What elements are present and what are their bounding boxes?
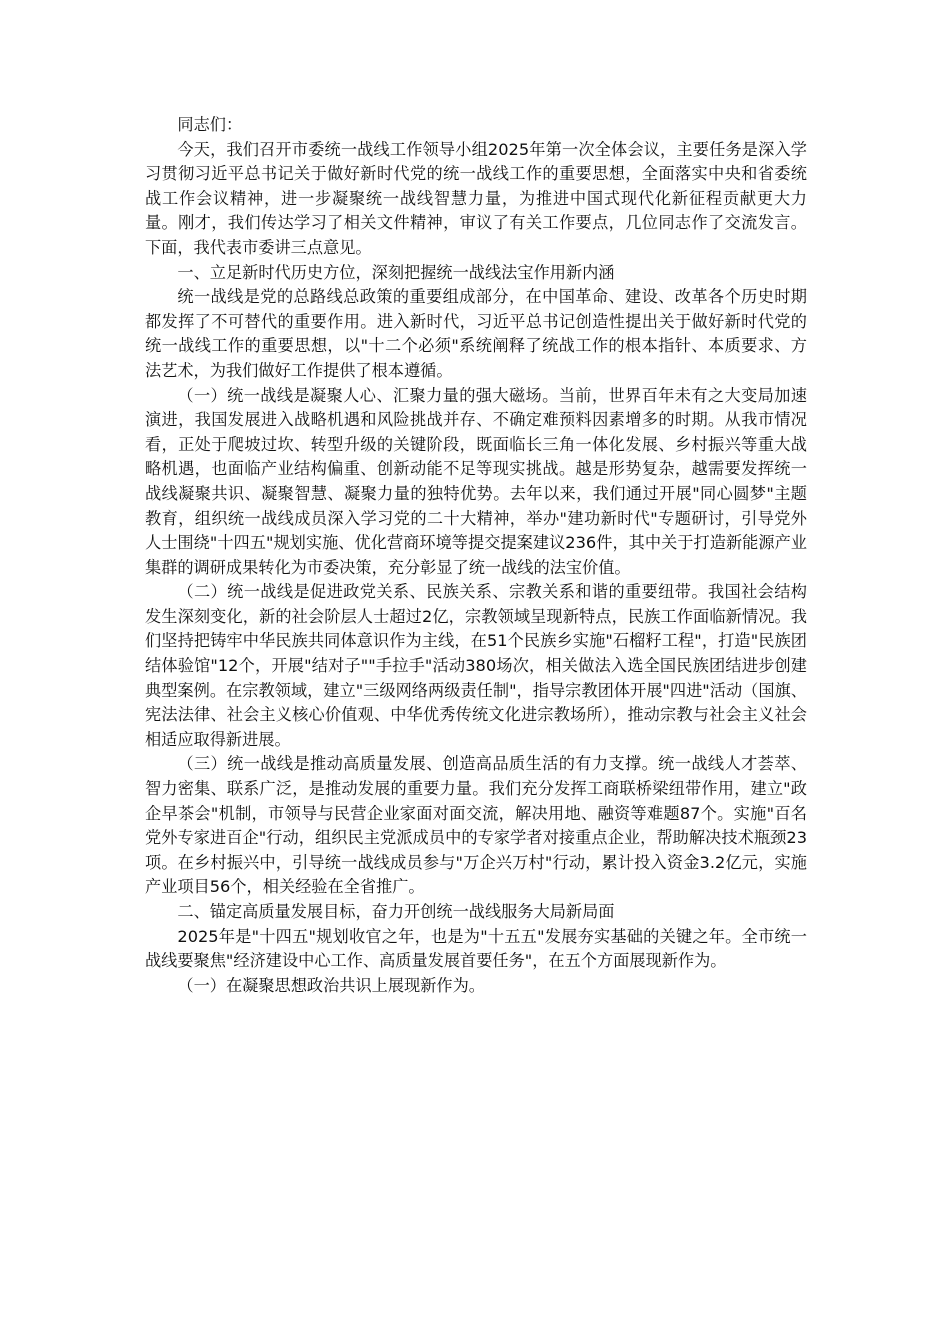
document-body — [145, 113, 807, 998]
subsection-paragraph-3: （三）统一战线是推动高质量发展、创造高品质生活的有力支撑。统一战线人才荟萃、智力密集、联系广泛，是推动发展的重要力量。我们充分发挥工商联桥梁纽带作用，建立"政企早茶会"机制，市领导与民营企业家面对面交流，解决用地、融资等难题87个。实施"百名党外专家进百企"行动，组织民主党派成员中的专家学者对接重点企业，帮助解决技术瓶颈23项。在乡村振兴中，引导统一战线成员参与"万企兴万村"行动，累计投入资金3.2亿元，实施产业项目56个，相关经验在全省推广。 — [145, 754, 807, 897]
subsection-heading: （一）在凝聚思想政治共识上展现新作为。 — [177, 975, 485, 995]
subsection-paragraph-2: （二）统一战线是促进政党关系、民族关系、宗教关系和谐的重要纽带。我国社会结构发生深刻变化，新的社会阶层人士超过2亿，宗教领域呈现新特点，民族工作面临新情况。我们坚持把铸牢中华民族共同体意识作为主线，在51个民族乡实施"石榴籽工程"，打造"民族团结体验馆"12个，开展"结对子""手拉手"活动380场次，相关做法入选全国民族团结进步创建典型案例。在宗教领域，建立"三级网络两级责任制"，指导宗教团体开展"四进"活动（国旗、宪法法律、社会主义核心价值观、中华优秀传统文化进宗教场所），推动宗教与社会主义社会相适应取得新进展。 — [145, 582, 807, 749]
section-heading-1: 一、立足新时代历史方位，深刻把握统一战线法宝作用新内涵 — [177, 262, 615, 282]
section-heading-2: 二、锚定高质量发展目标，奋力开创统一战线服务大局新局面 — [177, 902, 615, 921]
salutation: 同志们： — [177, 115, 243, 134]
body-paragraph: 统一战线是党的总路线总政策的重要组成部分，在中国革命、建设、改革各个历史时期都发挥了不可替代的重要作用。进入新时代，习近平总书记创造性提出关于做好新时代党的统一战线工作的重要思想，以"十二个必须"系统阐释了统战工作的根本指针、本质要求、方法艺术，为我们做好工作提供了根本遵循。 — [145, 287, 807, 380]
body-paragraph: 2025年是"十四五"规划收官之年，也是为"十五五"发展夯实基础的关键之年。全市统一战线要聚焦"经济建设中心工作、高质量发展首要任务"，在五个方面展现新作为。 — [145, 926, 807, 971]
opening-paragraph: 今天，我们召开市委统一战线工作领导小组2025年第一次全体会议，主要任务是深入学习贯彻习近平总书记关于做好新时代党的统一战线工作的重要思想，全面落实中央和省委统战工作会议精神，进一步凝聚统一战线智慧力量，为推进中国式现代化新征程贡献更大力量。刚才，我们传达学习了相关文件精神，审议了有关工作要点，几位同志作了交流发言。下面，我代表市委讲三点意见。 — [145, 139, 807, 257]
subsection-paragraph-1: （一）统一战线是凝聚人心、汇聚力量的强大磁场。当前，世界百年未有之大变局加速演进，我国发展进入战略机遇和风险挑战并存、不确定难预料因素增多的时期。从我市情况看，正处于爬坡过坎、转型升级的关键阶段，既面临长三角一体化发展、乡村振兴等重大战略机遇，也面临产业结构偏重、创新动能不足等现实挑战。越是形势复杂，越需要发挥统一战线凝聚共识、凝聚智慧、凝聚力量的独特优势。去年以来，我们通过开展"同心圆梦"主题教育，组织统一战线成员深入学习党的二十大精神，举办"建功新时代"专题研讨，引导党外人士围绕"十四五"规划实施、优化营商环境等提交提案建议236件，其中关于打造新能源产业集群的调研成果转化为市委决策，充分彰显了统一战线的法宝价值。 — [145, 385, 807, 577]
